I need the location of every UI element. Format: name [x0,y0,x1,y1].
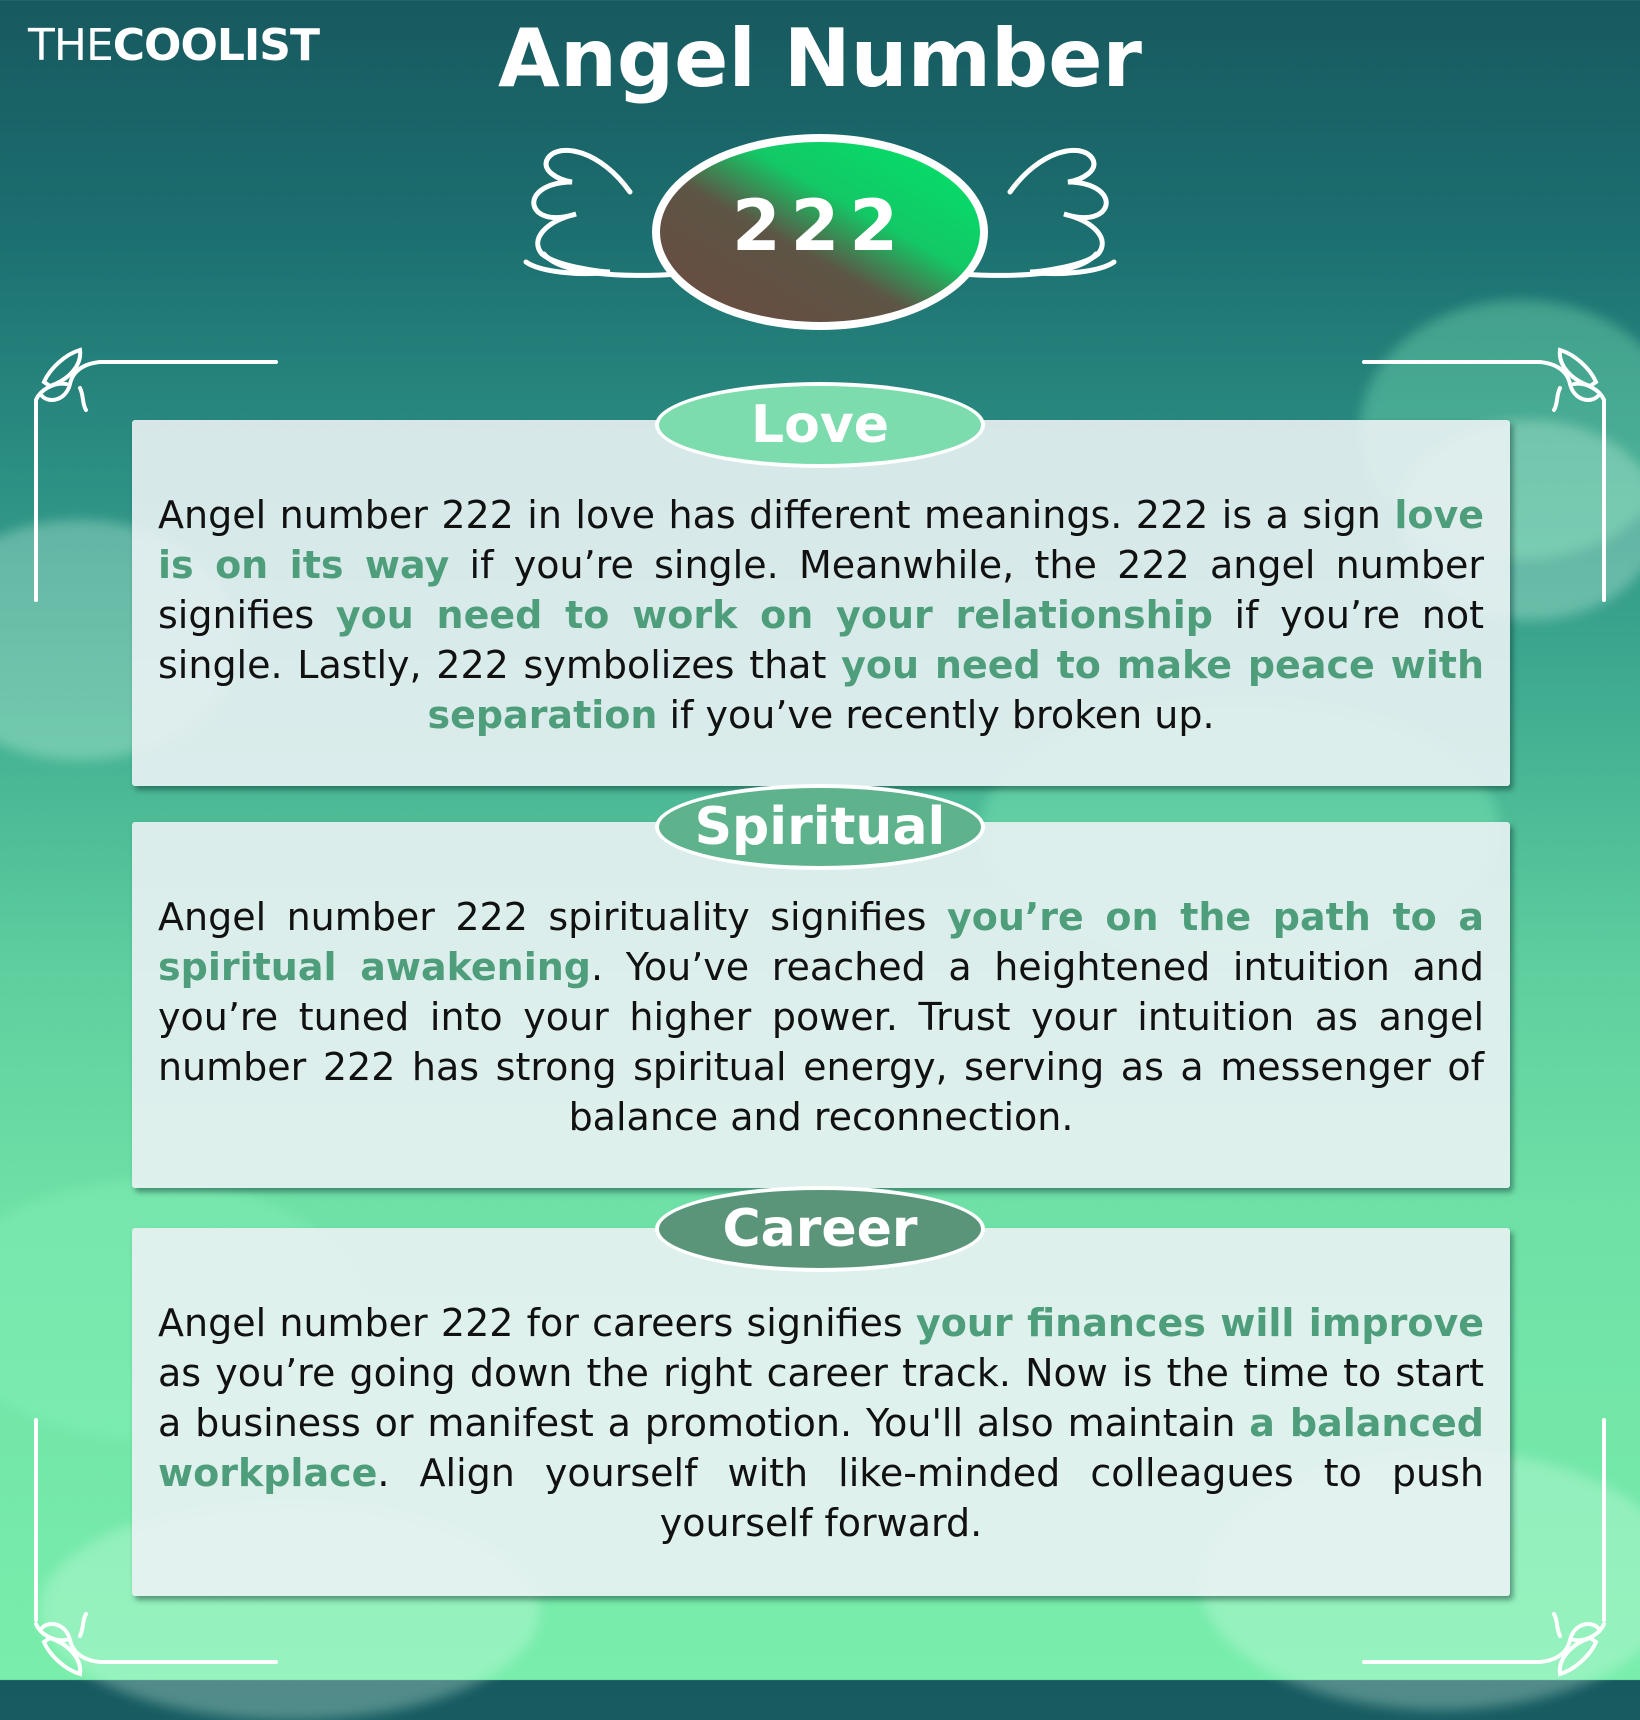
love-text [132,420,1510,740]
body-text: if you’re not single. Lastly, 222 symbolizes that [158,593,1485,687]
highlight-text: love is on its way [158,493,1484,587]
brand-part1: THE [28,20,113,71]
spiritual-card [132,822,1510,1188]
body-text: Angel number 222 spirituality signifies [158,895,947,939]
body-text: Angel number 222 in love has different meanings. 222 is a sign [158,493,1395,537]
career-text [132,1228,1510,1548]
body-text: . Align yourself with like-minded colleagues to push yourself forward. [377,1451,1484,1545]
spiritual-text [132,822,1510,1142]
love-card [132,420,1510,786]
highlight-text: you need to make peace with separation [427,643,1484,737]
spiritual-heading-label: Spiritual [694,797,946,857]
body-text: Angel number 222 for careers signifies [158,1301,916,1345]
body-text: if you’ve recently broken up. [657,693,1215,737]
angel-number: 222 [731,185,909,267]
body-text: as you’re going down the right career track. Now is the time to start a business or manifest a promotion. You'll also maintain [158,1351,1484,1445]
love-heading-label: Love [750,395,890,455]
highlight-text: a balanced workplace [158,1401,1484,1495]
body-text: . You’ve reached a heightened intuition and you’re tuned into your higher power. Trust your intuition as angel number 222 has strong spiritual energy, serving as a messenger of balance and reconnection. [158,945,1484,1139]
body-text: if you’re single. Meanwhile, the 222 angel number signifies [158,543,1484,637]
spiritual-heading [655,784,985,870]
career-heading-label: Career [722,1199,918,1259]
career-heading [655,1186,985,1272]
highlight-text: you need to work on your relationship [335,593,1213,637]
highlight-text: your finances will improve [915,1301,1484,1345]
highlight-text: you’re on the path to a spiritual awakening [158,895,1484,989]
brand-part2: COOLIST [112,20,319,71]
page-title: Angel Number [498,12,1142,105]
career-card [132,1228,1510,1596]
love-heading [655,382,985,468]
